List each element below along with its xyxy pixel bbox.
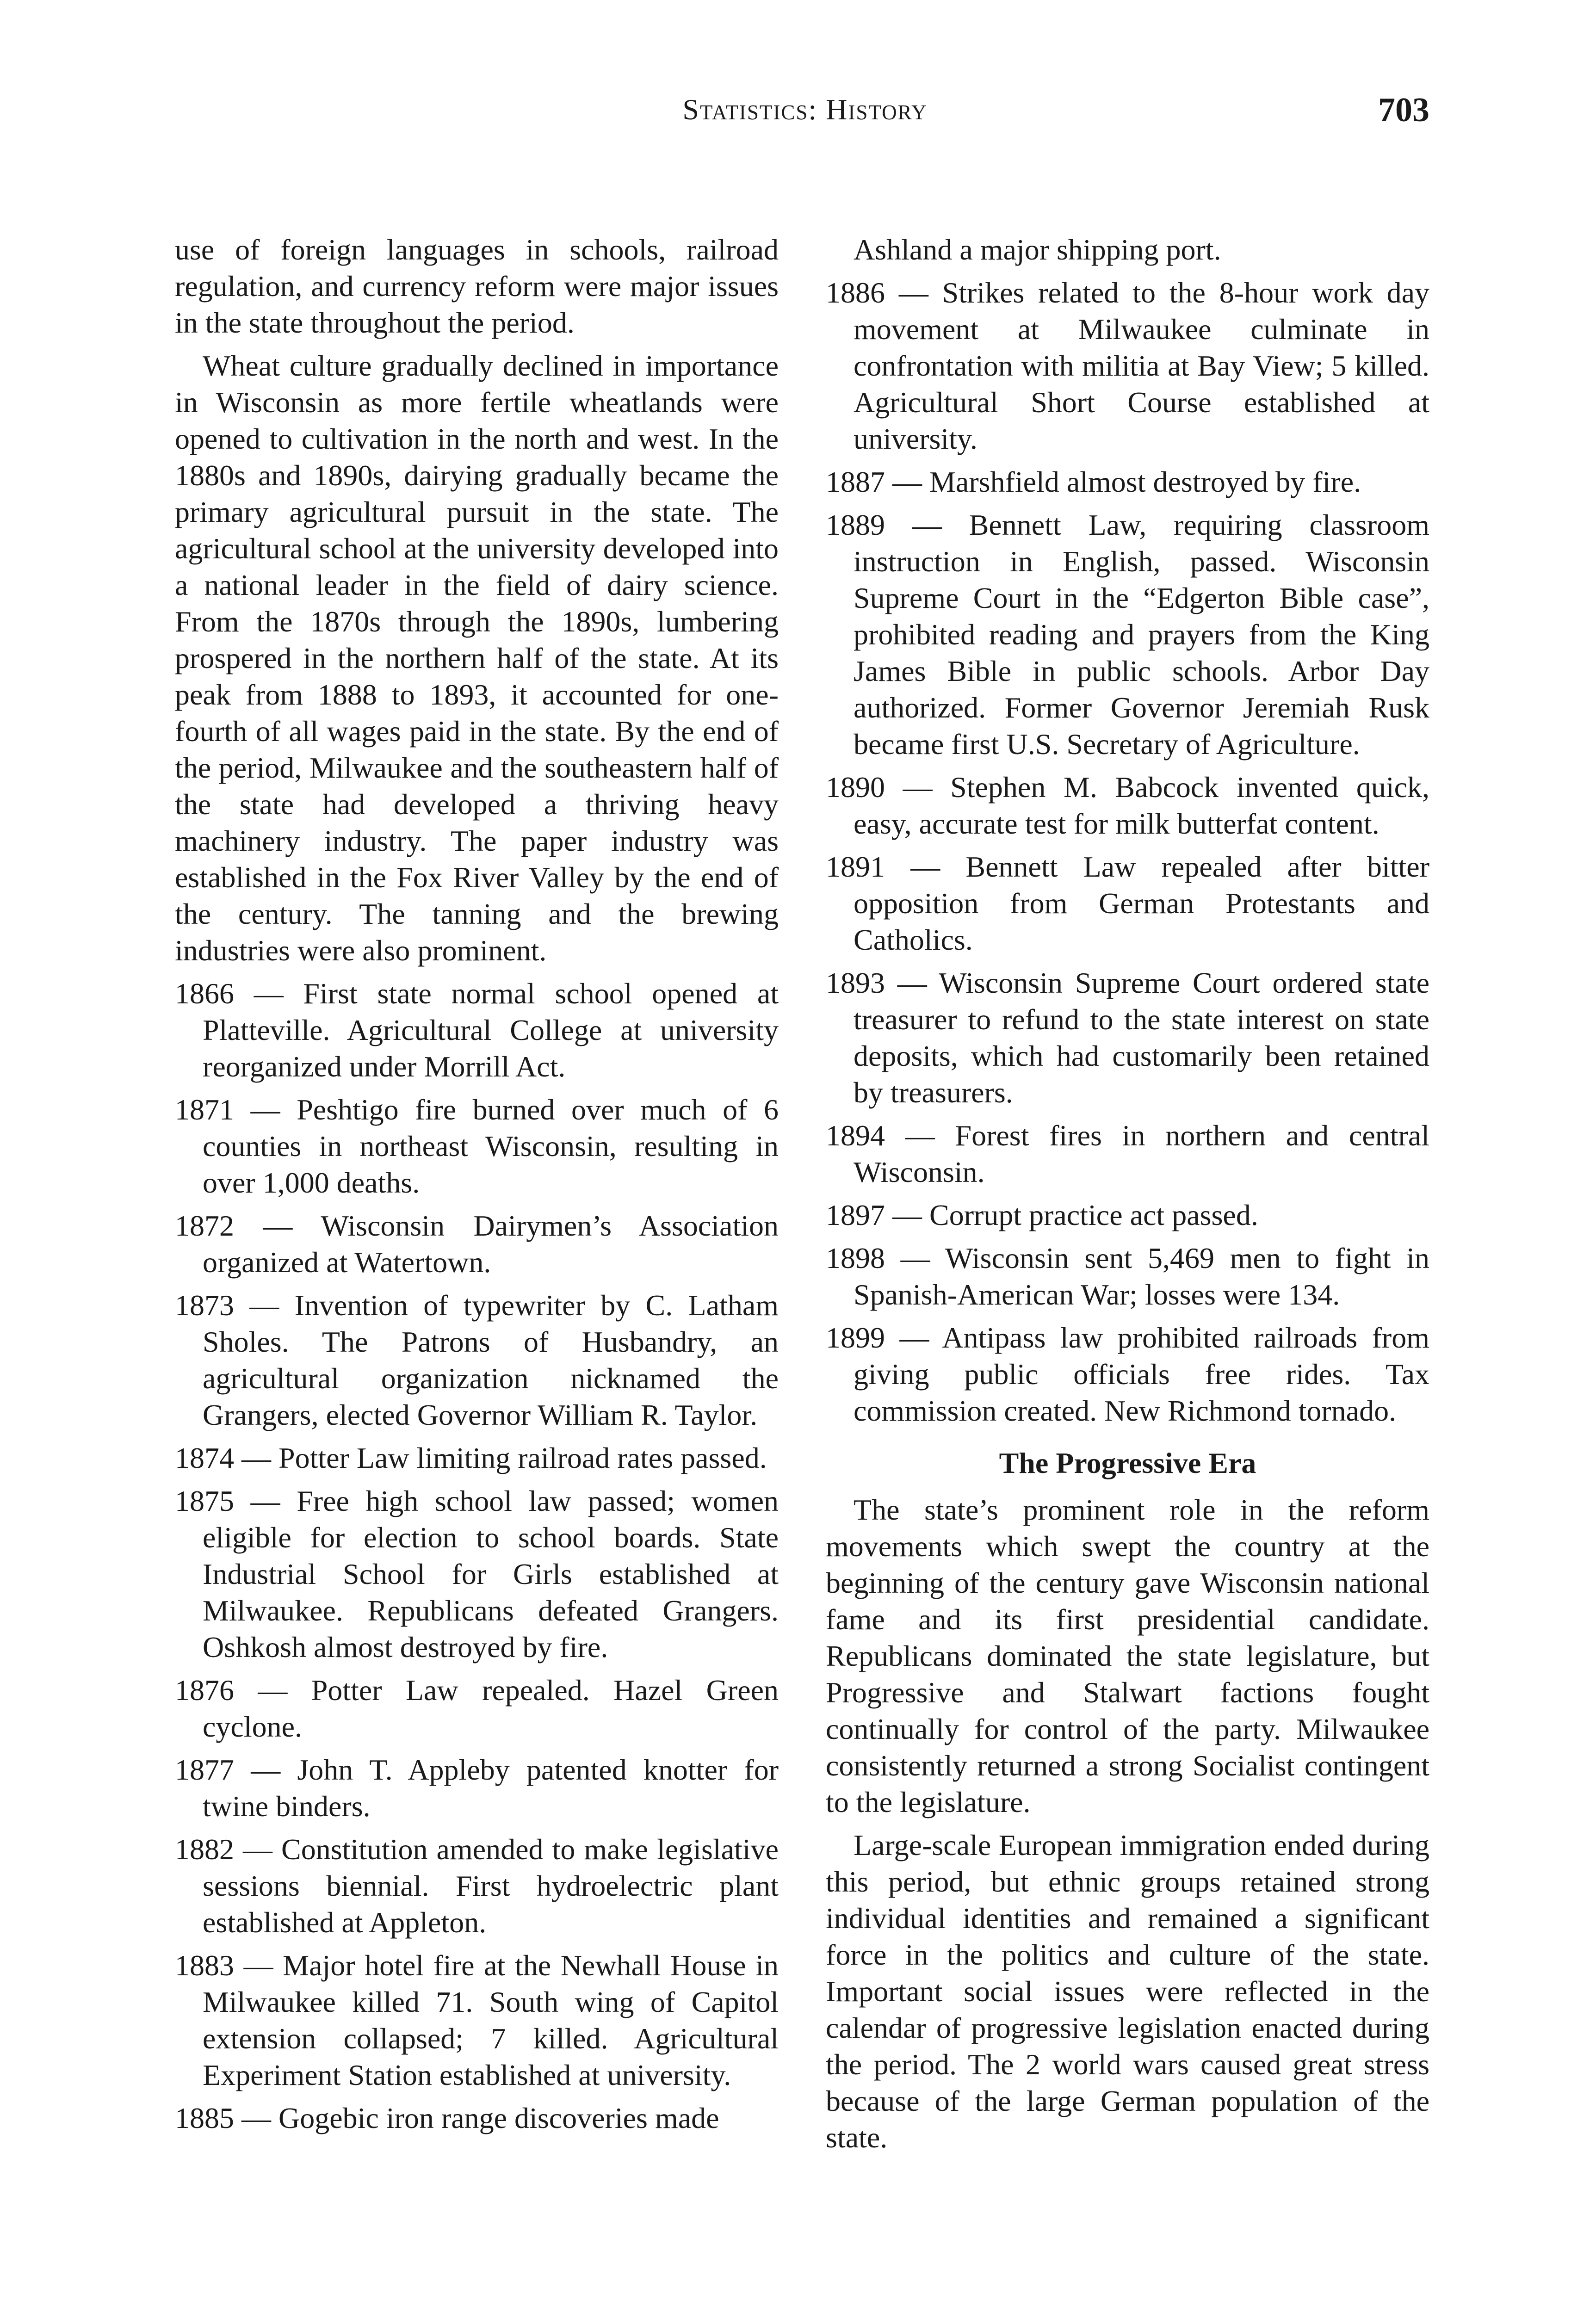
intro-paragraph-continuation: use of foreign languages in schools, railroad regulation, and currency reform were major issues in the state throughout the period.: [175, 233, 779, 339]
timeline-entry-1898: 1898 — Wisconsin sent 5,469 men to fight in Spanish-American War; losses were 134.: [826, 1242, 1429, 1311]
timeline-entry-1886: 1886 — Strikes related to the 8-hour work day movement at Milwaukee culminate in confrontation with militia at Bay View; 5 killed. Agricultural Short Course established at university.: [826, 276, 1429, 455]
timeline-entry-1887: 1887 — Marshfield almost destroyed by fire.: [826, 465, 1361, 498]
timeline-entry-1872: 1872 — Wisconsin Dairymen’s Association organized at Watertown.: [175, 1209, 779, 1279]
timeline-entry-1893: 1893 — Wisconsin Supreme Court ordered state treasurer to refund to the state interest on state deposits, which had customarily been retained by treasurers.: [826, 966, 1429, 1109]
timeline-entry-1876: 1876 — Potter Law repealed. Hazel Green cyclone.: [175, 1674, 779, 1743]
wheat-dairy-paragraph: Wheat culture gradually declined in importance in Wisconsin as more fertile wheatlands were opened to cultivation in the north and west. In the 1880s and 1890s, dairying gradually became the primary agricultural pursuit in the state. The agricultural school at the university developed into a national leader in the field of dairy science. From the 1870s through the 1890s, lumbering prospered in the northern half of the state. At its peak from 1888 to 1893, it accounted for one-fourth of all wages paid in the state. By the end of the period, Milwaukee and the southeastern half of the state had developed a thriving heavy machinery industry. The paper industry was established in the Fox River Valley by the end of the century. The tanning and the brewing industries were also prominent.: [175, 349, 779, 967]
timeline-entry-1891: 1891 — Bennett Law repealed after bitter opposition from German Protestants and Catholics.: [826, 850, 1429, 956]
timeline-entry-1899: 1899 — Antipass law prohibited railroads from giving public officials free rides. Tax commission created. New Richmond tornado.: [826, 1321, 1429, 1427]
timeline-entry-1883: 1883 — Major hotel fire at the Newhall House in Milwaukee killed 71. South wing of Capitol extension collapsed; 7 killed. Agricultural Experiment Station established at university.: [175, 1949, 779, 2091]
timeline-entry-1885: 1885 — Gogebic iron range discoveries made: [175, 2102, 719, 2134]
section-heading-progressive-era: The Progressive Era: [999, 1447, 1256, 1479]
timeline-entry-1871: 1871 — Peshtigo fire burned over much of 6 counties in northeast Wisconsin, resulting in over 1,000 deaths.: [175, 1093, 779, 1199]
immigration-paragraph: Large-scale European immigration ended during this period, but ethnic groups retained strong individual identities and remained a significant force in the politics and culture of the state. Important social issues were reflected in the calendar of progressive legislation enacted during the period. The 2 world wars caused great stress because of the large German population of the state.: [826, 1829, 1429, 2154]
running-header-title: Statistics: History: [682, 93, 928, 126]
left-column: [175, 231, 779, 2143]
timeline-entry-1894: 1894 — Forest fires in northern and central Wisconsin.: [826, 1119, 1429, 1188]
progressive-era-paragraph: The state’s prominent role in the reform movements which swept the country at the beginning of the century gave Wisconsin national fame and its first presidential candidate. Republicans dominated the state legislature, but Progressive and Stalwart factions fought continually for control of the party. Milwaukee consistently returned a strong Socialist contingent to the legislature.: [826, 1493, 1429, 1818]
timeline-entry-1889: 1889 — Bennett Law, requiring classroom instruction in English, passed. Wisconsin Supreme Court in the “Edgerton Bible case”, prohibited reading and prayers from the King James Bible in public schools. Arbor Day authorized. Former Governor Jeremiah Rusk became first U.S. Secretary of Agriculture.: [826, 508, 1429, 761]
timeline-entry-1897: 1897 — Corrupt practice act passed.: [826, 1199, 1258, 1231]
timeline-entry-1866: 1866 — First state normal school opened at Platteville. Agricultural College at university reorganized under Morrill Act.: [175, 977, 779, 1083]
page-number: 703: [1378, 91, 1429, 129]
timeline-entry-1890: 1890 — Stephen M. Babcock invented quick, easy, accurate test for milk butterfat content.: [826, 771, 1429, 840]
timeline-entry-1882: 1882 — Constitution amended to make legislative sessions biennial. First hydroelectric plant established at Appleton.: [175, 1833, 779, 1939]
timeline-entry-1877: 1877 — John T. Appleby patented knotter for twine binders.: [175, 1753, 779, 1823]
timeline-entry-1873: 1873 — Invention of typewriter by C. Latham Sholes. The Patrons of Husbandry, an agricultural organization nicknamed the Grangers, elected Governor William R. Taylor.: [175, 1289, 779, 1431]
timeline-entry-1885-continuation: Ashland a major shipping port.: [854, 233, 1221, 266]
right-column: [826, 231, 1429, 2162]
timeline-entry-1875: 1875 — Free high school law passed; women eligible for election to school boards. State Industrial School for Girls established at Milwaukee. Republicans defeated Grangers. Oshkosh almost destroyed by fire.: [175, 1484, 779, 1664]
timeline-entry-1874: 1874 — Potter Law limiting railroad rates passed.: [175, 1441, 767, 1474]
